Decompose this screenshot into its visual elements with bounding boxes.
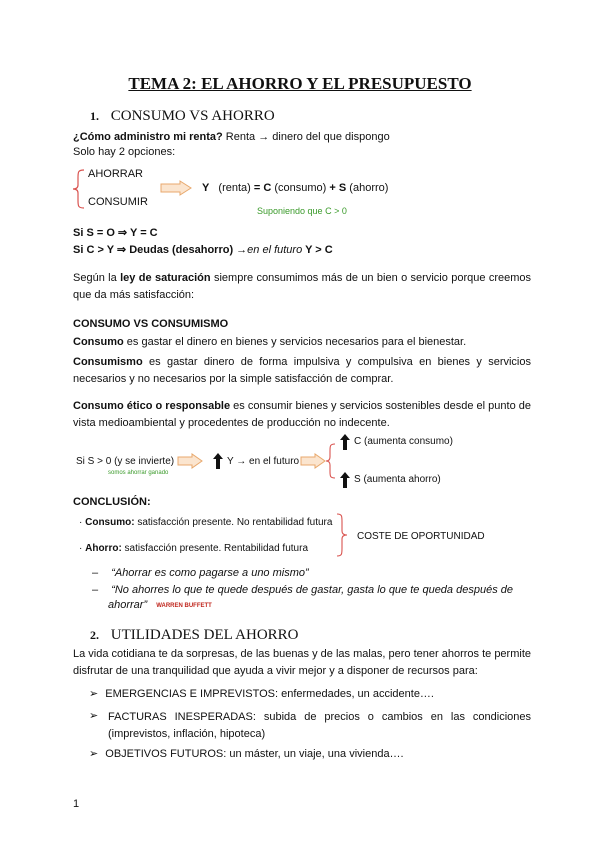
right-arrow-icon (300, 453, 326, 469)
eq-c: = C (253, 182, 272, 194)
quote-2-line-2: ahorrar” (108, 599, 148, 611)
flow-brace (325, 442, 337, 480)
bullet-arrow-icon: ➢ (89, 710, 99, 722)
conclusion-consumo-text: satisfacción presente. No rentabilidad futura (134, 517, 333, 528)
quote-2 (92, 584, 513, 596)
dash-bullet: – (92, 567, 99, 579)
responsible-term: Consumo ético o responsable (73, 400, 231, 412)
saturation-law: ley de saturación (120, 272, 211, 284)
bullet-1-text: EMERGENCIAS E IMPREVISTOS: enfermedades, un accidente…. (105, 688, 434, 700)
question-bold: ¿Cómo administro mi renta? (73, 131, 223, 143)
opportunity-cost: COSTE DE OPORTUNIDAD (357, 531, 485, 542)
consumo-text: es gastar el dinero en bienes y servicios necesarios para el bienestar. (123, 336, 467, 348)
dash-bullet: – (92, 584, 99, 596)
question-rest: Renta → dinero del que dispongo (222, 131, 390, 143)
flow-start: Si S > 0 (y se invierte) (76, 456, 175, 467)
bullet-arrow-icon: ➢ (89, 688, 99, 700)
flow-down-savings: S (aumenta ahorro) (354, 474, 441, 485)
consumismo-term: Consumismo (73, 356, 143, 368)
option-consume: CONSUMIR (88, 196, 148, 208)
saturation-c: siempre consumimos más de un bien o servicio porque creemos que da más satisfacción: (73, 272, 532, 301)
rule-2-main: Si C > Y ⇒ Deudas (desahorro) → (73, 244, 248, 256)
quote-author: WARREN BUFFETT (156, 603, 212, 609)
up-arrow-icon (340, 434, 350, 450)
rule-1: Si S = O ⇒ Y = C (73, 227, 158, 239)
saturation-paragraph (73, 270, 531, 304)
quote-2-line-1: “No ahorres lo que te quede después de gastar, gasta lo que te queda después de (111, 584, 513, 596)
section-1-heading (90, 108, 275, 125)
conclusion-consumo-term: Consumo: (85, 517, 135, 528)
right-arrow-icon (160, 180, 192, 196)
page-number: 1 (73, 798, 80, 810)
section-2-title: UTILIDADES DEL AHORRO (110, 627, 299, 643)
options-brace (72, 168, 86, 210)
right-arrow-icon (177, 453, 203, 469)
rule-2-end: Y > C (302, 244, 333, 256)
list-item (89, 747, 404, 760)
conclusion-heading: CONCLUSIÓN: (73, 496, 151, 508)
savings-intro: La vida cotidiana te da sorpresas, de las buenas y de las malas, pero tener ahorros te permite disfrutar de una tranquilidad que ayuda a vivir mejor y a disponer de recursos para: (73, 648, 531, 677)
eq-s: + S (329, 182, 347, 194)
responsible-text: es consumir bienes y servicios sostenibles desde el punto de vista medioambiental y procedentes de producción no indecente. (73, 400, 531, 429)
up-arrow-icon (340, 472, 350, 488)
rule-2 (73, 243, 333, 256)
bullet-2-text: FACTURAS INESPERADAS: subida de precios o cambios en las condiciones (imprevistos, inflación, hipoteca) (108, 711, 531, 740)
quote-1-text: “Ahorrar es como pagarse a uno mismo” (111, 567, 309, 579)
consumismo-text: es gastar dinero de forma impulsiva y compulsiva en bienes y servicios necesarios y no necesarios por la simple satisfacción de comprar. (73, 356, 531, 385)
conclusion-ahorro-term: Ahorro: (85, 543, 122, 554)
quote-1 (92, 567, 309, 579)
list-item (89, 709, 98, 722)
conclusion-item-ahorro: · Ahorro: satisfacción presente. Rentabilidad futura (79, 543, 309, 554)
section-2-number: 2. (90, 628, 99, 642)
income-equation (202, 182, 388, 194)
quote-2-continuation (108, 599, 212, 611)
eq-y: Y (202, 182, 210, 194)
flow-middle: Y → en el futuro (227, 456, 300, 467)
section-1-title: CONSUMO VS AHORRO (110, 108, 275, 124)
bullet-arrow-icon: ➢ (89, 748, 99, 760)
conclusion-ahorro-text: satisfacción presente. Rentabilidad futura (121, 543, 309, 554)
conclusion-brace (336, 512, 348, 558)
conclusion-item-consumo: · Consumo: satisfacción presente. No rentabilidad futura (79, 517, 333, 528)
consumismo-definition (73, 354, 531, 388)
eq-renta: (renta) (218, 182, 251, 194)
bullet-3-text: OBJETIVOS FUTUROS: un máster, un viaje, una vivienda…. (105, 748, 404, 760)
section-1-number: 1. (90, 109, 99, 123)
flow-start-note: somos ahorrar ganado (108, 470, 169, 476)
list-item (89, 687, 434, 700)
option-save: AHORRAR (88, 168, 144, 180)
page-title: TEMA 2: EL AHORRO Y EL PRESUPUESTO (128, 74, 472, 93)
flow-up-consumption: C (aumenta consumo) (354, 436, 453, 447)
saturation-a: Según la (73, 272, 121, 284)
question-line (73, 131, 390, 143)
consumo-definition (73, 334, 531, 351)
consumo-term: Consumo (73, 336, 124, 348)
rule-2-future: en el futuro (247, 244, 303, 256)
up-arrow-icon (213, 453, 223, 469)
eq-consumo: (consumo) (274, 182, 327, 194)
options-intro: Solo hay 2 opciones: (73, 146, 176, 158)
eq-ahorro: (ahorro) (349, 182, 389, 194)
section-2-heading (90, 627, 299, 644)
equation-note: Suponiendo que C > 0 (257, 206, 347, 216)
consumismo-heading: CONSUMO VS CONSUMISMO (73, 318, 229, 330)
responsible-consumption-definition (73, 398, 531, 432)
